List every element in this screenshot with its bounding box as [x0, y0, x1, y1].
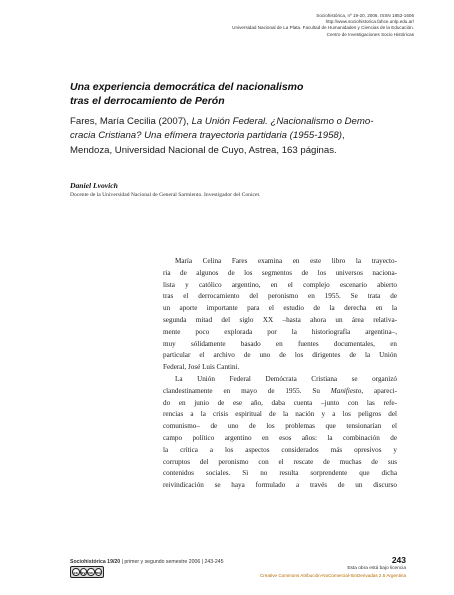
- body-line-manifiesto: [163, 386, 397, 398]
- reference-title-part-1: La Unión Federal. ¿Nacionalismo o Demo-: [191, 116, 374, 127]
- cc-icon: cc: [73, 570, 78, 575]
- body-line: mente poco explorada por la historiografía argentina–,: [163, 327, 397, 336]
- footer-issue: | primer y segundo semestre 2006 | 243-245: [120, 559, 224, 565]
- body-line-part: en junio de ese año, daba cuenta –junto con las refe-: [178, 398, 397, 407]
- body-line-part: clandestinamente en mayo de 1955. Su: [163, 386, 331, 395]
- reference-line-1: [70, 115, 400, 129]
- reference-authors: Fares, María Cecilia (2007),: [70, 116, 192, 127]
- body-line: comunismo– de uno de los problemas que tensionarían el: [163, 422, 397, 431]
- manifiesto-word: Manifiesto: [330, 386, 362, 395]
- header-line-1: Sociohistórica, nº 19-20, 2006. ISSN 1852-1606: [316, 13, 414, 18]
- body-line: La Unión Federal Demócrata Cristiana se organizó: [175, 374, 397, 383]
- noncommercial-icon: nc: [88, 570, 94, 575]
- reference-title-part-2: cracia Cristiana? Una efímera trayectoria partidaria (1955-1958): [70, 130, 342, 142]
- attribution-icon: by: [80, 570, 86, 575]
- footer-journal: Sociohistórica 19/20: [70, 559, 121, 565]
- header-line-2[interactable]: http://www.sociohistorica.fahce.unlp.edu.ar/: [325, 19, 414, 25]
- body-line: campo político argentino en esos años: la combinación de: [163, 433, 397, 442]
- body-line: corruptos del peronismo con el rescate de muchas de sus: [163, 457, 397, 466]
- body-line-part: do: [163, 398, 171, 407]
- article-title: [70, 80, 400, 108]
- footer-citation: [70, 559, 224, 565]
- cc-license-badge-icon[interactable]: [70, 566, 104, 578]
- body-line: tras el derrocamiento del peronismo en 1955. Se trata de: [163, 292, 397, 301]
- body-line: ria de algunos de los segmentos de los universos naciona-: [163, 268, 397, 277]
- reference-line-2: [70, 129, 400, 143]
- noderivatives-icon: nd: [95, 570, 101, 575]
- body-line: reivindicación se haya formulado a través de un discurso: [163, 481, 397, 490]
- author-affiliation: Docente de la Universidad Nacional de General Sarmiento. Investigador del Conicet.: [70, 192, 261, 198]
- reference-line-3: Mendoza, Universidad Nacional de Cuyo, Astrea, 163 páginas.: [70, 144, 337, 156]
- body-line: la crítica a los aspectos considerados más opresivos y: [163, 445, 397, 454]
- header-line-3: Universidad Nacional de La Plata. Facultad de Humanidades y Ciencias de la Educación.: [232, 25, 414, 31]
- page-number: 243: [391, 555, 406, 565]
- journal-header: [74, 13, 414, 38]
- body-line: contenidos sociales. Si no resulta sorprendente que dicha: [163, 469, 397, 478]
- title-line-2: tras el derrocamiento de Perón: [70, 95, 225, 107]
- review-body: [163, 256, 397, 492]
- body-line: segunda mitad del siglo XX –hasta ahora un área relativa-: [163, 315, 397, 324]
- body-line: rencias a la crisis espiritual de la nación y a los peligros del: [163, 410, 397, 419]
- reference-comma: ,: [341, 130, 345, 142]
- license-text: Esta obra está bajo licencia: [347, 566, 406, 571]
- author-name: Daniel Lvovich: [70, 181, 118, 190]
- header-line-4: Centro de Investigaciones Socio Históricas: [326, 31, 414, 37]
- body-line-part: , apareci-: [361, 386, 397, 395]
- title-line-1: Una experiencia democrática del nacionalismo: [70, 81, 304, 93]
- body-line: un aporte importante para el estudio de la derecha en la: [163, 304, 397, 313]
- body-line: [163, 398, 397, 410]
- body-line: Federal, José Luis Cantini.: [163, 363, 240, 372]
- body-line: lista y católico argentino, en el complejo escenario abierto: [163, 280, 397, 289]
- body-line: María Celina Fares examina en este libro la trayecto-: [175, 257, 397, 265]
- body-line: particular el archivo de uno de los dirigentes de la Unión: [163, 351, 397, 360]
- license-link[interactable]: Creative Commons Atribución-NoComercial-SinDerivadas 2.5 Argentina: [259, 573, 406, 578]
- body-line: muy sólidamente basado en fuentes documentales, en: [163, 339, 397, 348]
- book-reference: [70, 115, 400, 158]
